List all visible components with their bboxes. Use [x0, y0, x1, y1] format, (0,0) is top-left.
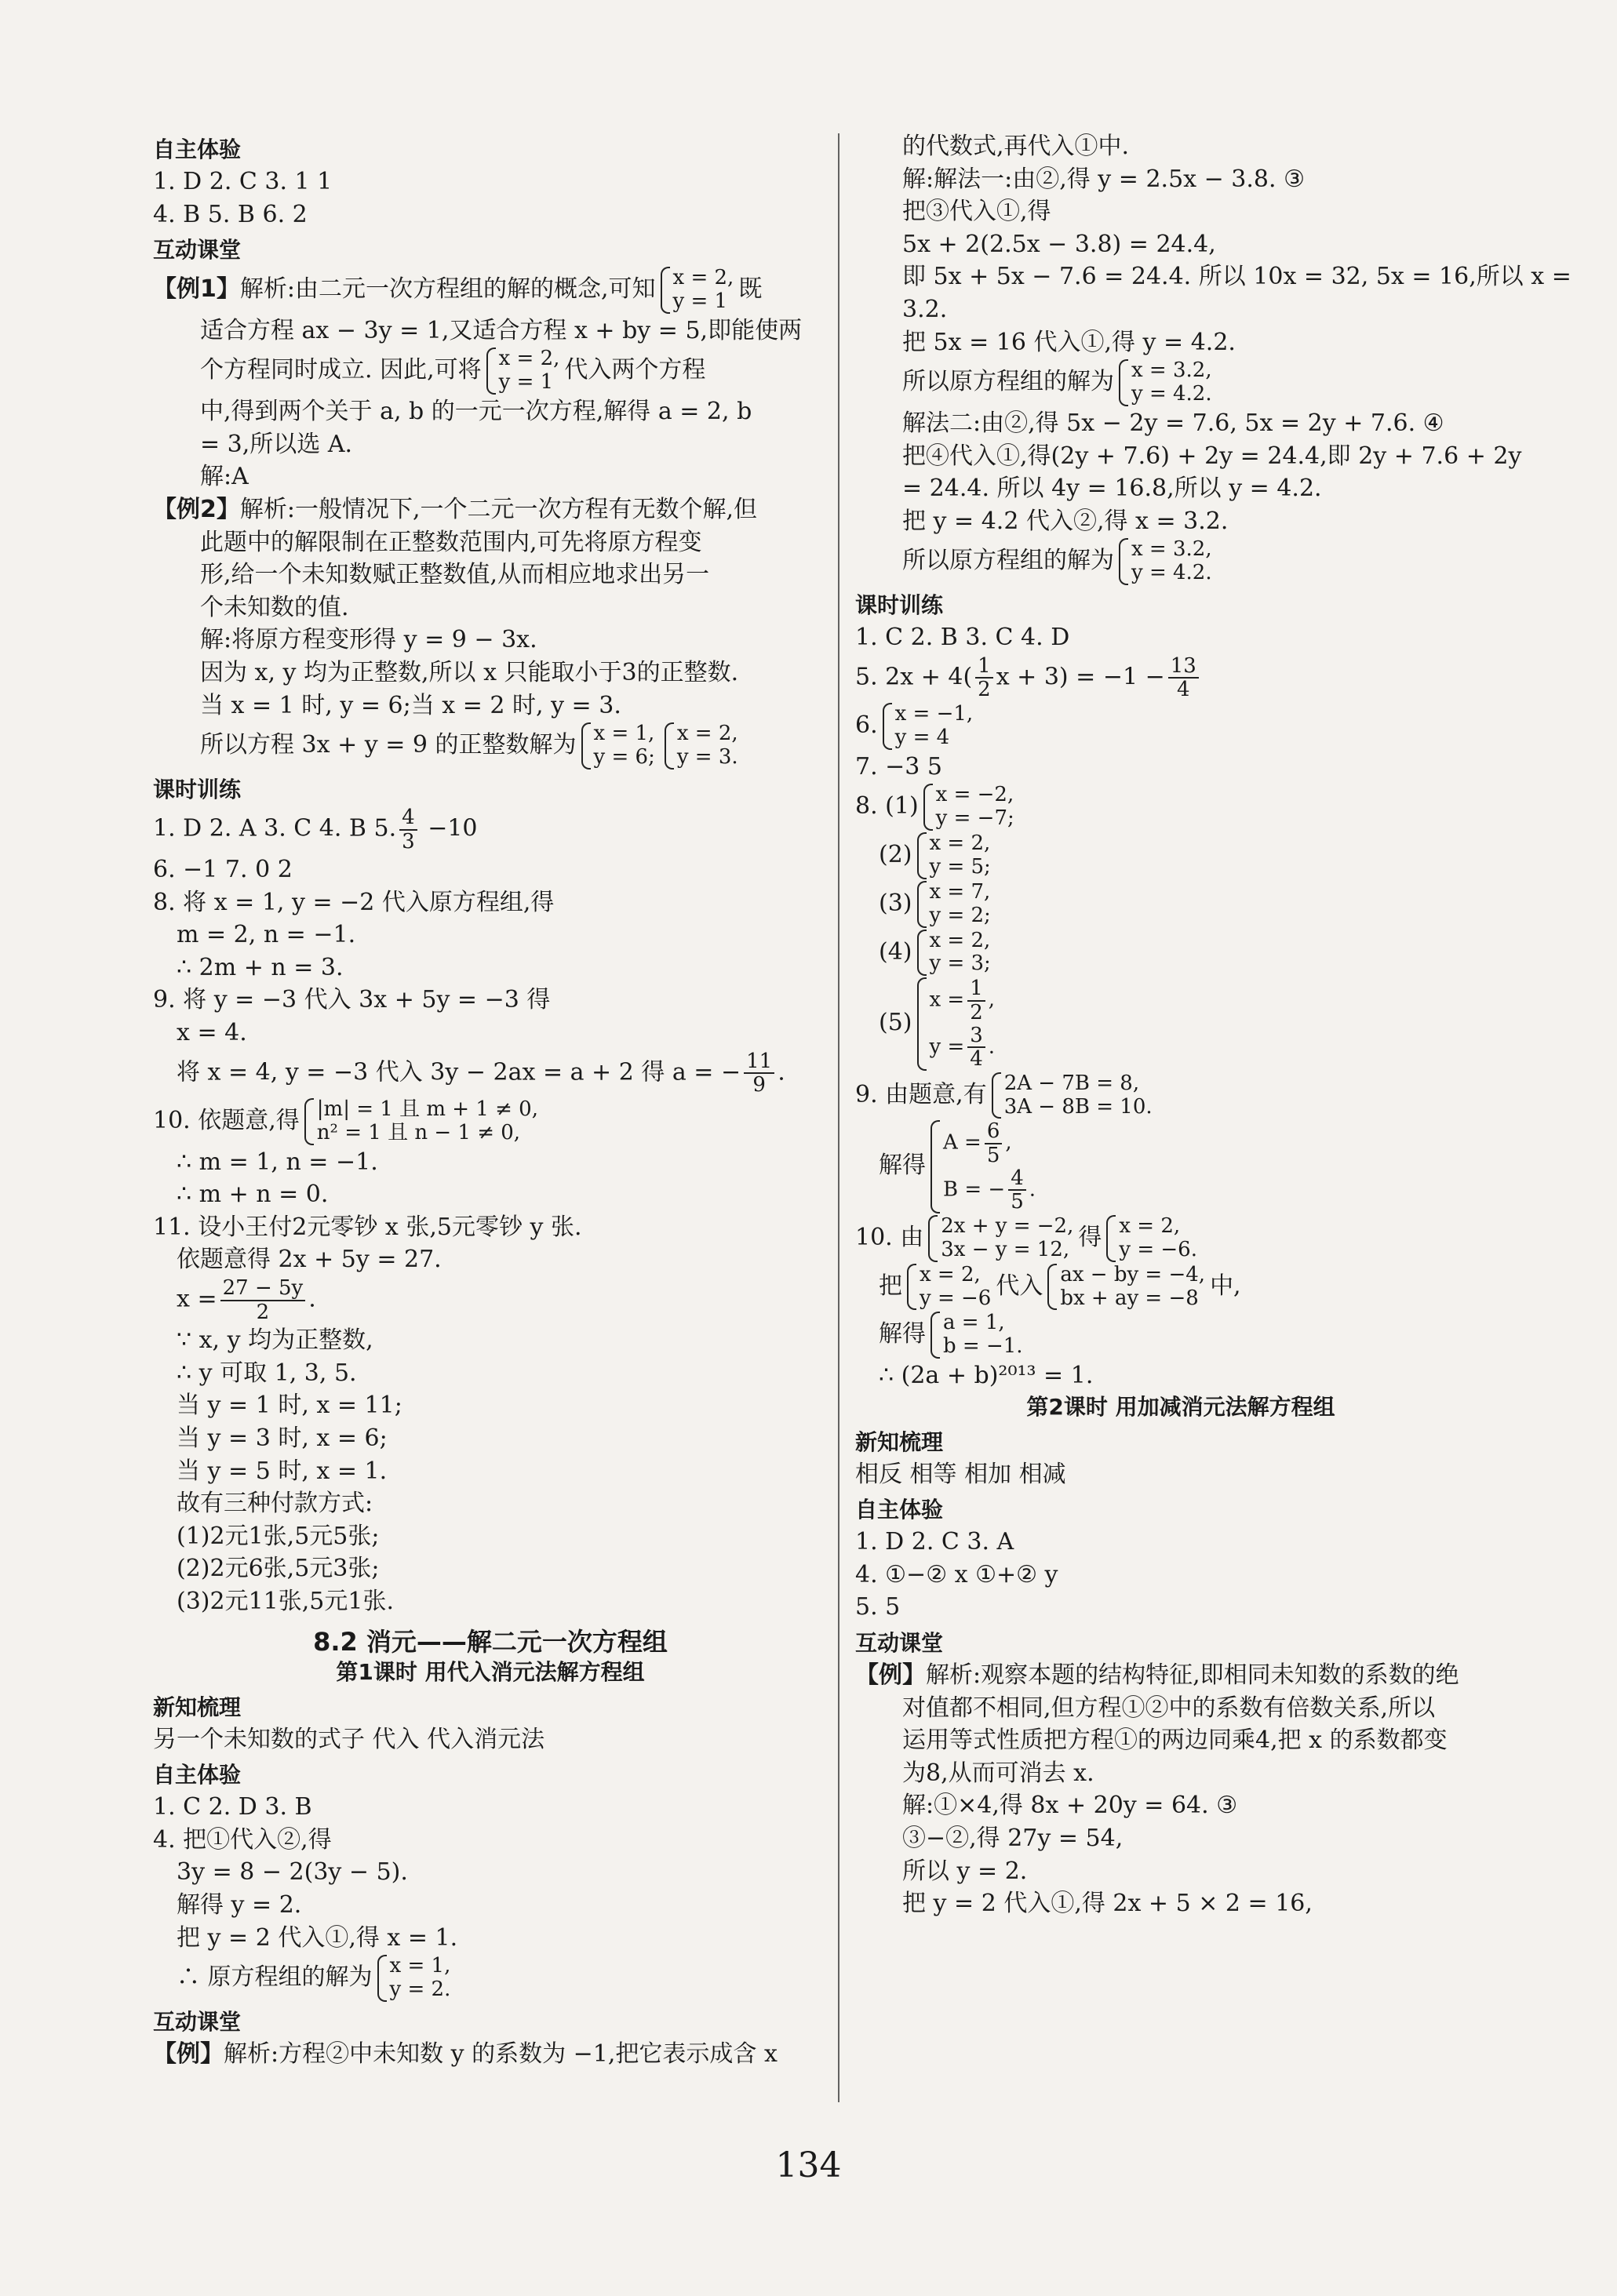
numerator: 27 − 5y [220, 1277, 306, 1301]
numerator: 6 [985, 1120, 1003, 1144]
answer-line: 故有三种付款方式: [177, 1490, 373, 1518]
example-line: 把③代入①,得 [902, 198, 1051, 226]
equation-system [917, 881, 991, 928]
answer-line [855, 881, 1506, 928]
right-column [855, 129, 1571, 1921]
denominator: 2 [970, 1000, 983, 1024]
eq-row: y = 4 [894, 725, 950, 749]
example-line: 把④代入①,得(2y + 7.6) + 2y = 24.4,即 2y + 7.6 + 2y [902, 442, 1522, 470]
fraction [967, 977, 985, 1024]
text: 既 [738, 275, 763, 303]
equation-system [992, 1072, 1153, 1119]
eq-row: x = −1, [894, 701, 974, 726]
answer-line [855, 832, 1506, 879]
answer-line [855, 977, 1506, 1070]
numerator: 13 [1168, 655, 1199, 679]
answer-line: 1. D 2. C 3. 1 1 [153, 167, 333, 195]
answer-line: 相反 相等 相加 相减 [855, 1460, 1066, 1488]
answer-line [153, 1277, 828, 1323]
equation-system [883, 703, 974, 750]
eq-row: y = −6 [920, 1286, 992, 1310]
section-heading: 自主体验 [153, 1762, 242, 1788]
section-heading: 课时训练 [855, 592, 944, 619]
equation-system [931, 1120, 1036, 1213]
example-line: 此题中的解限制在正整数范围内,可先将原方程变 [200, 528, 702, 556]
answer-line [855, 930, 1506, 977]
text: y = [929, 1035, 965, 1059]
example-line: 解:解法一:由②,得 y = 2.5x − 3.8. ③ [902, 165, 1305, 193]
eq-row: x = $\frac{1}{2}$ , [929, 977, 996, 1024]
numerator: 3 [967, 1024, 985, 1049]
example-line: = 3,所以选 A. [200, 430, 353, 458]
answer-line: 当 y = 1 时, x = 11; [177, 1392, 402, 1420]
section-heading: 新知梳理 [855, 1428, 944, 1455]
answer-line: 当 y = 3 时, x = 6; [177, 1424, 388, 1452]
text: 将 x = 4, y = −3 代入 3y − 2ax = a + 2 得 a = − [177, 1058, 741, 1086]
example-line [153, 267, 828, 314]
example-line: 适合方程 ax − 3y = 1,又适合方程 x + by = 5,即能使两 [200, 316, 803, 344]
eq-row: y = 3. [676, 745, 738, 770]
equation-system [1119, 359, 1212, 406]
answer-line: 当 y = 5 时, x = 1. [177, 1457, 388, 1485]
example-line: 把 y = 4.2 代入②,得 x = 3.2. [902, 507, 1229, 535]
fraction [975, 655, 993, 701]
text: (2) [879, 840, 912, 868]
example-line [855, 359, 1506, 406]
eq-row: y = 1 [672, 289, 728, 313]
example-line: 解:A [200, 463, 249, 491]
answer-line: ∴ (2a + b)²⁰¹³ = 1. [879, 1362, 1094, 1390]
eq-row: x = 2, [1119, 1213, 1181, 1238]
eq-row: ax − by = −4, [1060, 1262, 1206, 1286]
denominator: 5 [1011, 1190, 1024, 1214]
denominator: 2 [978, 678, 991, 702]
example-line: 对值都不相同,但方程①②中的系数有倍数关系,所以 [902, 1694, 1436, 1722]
text: 5. 2x + 4( [855, 663, 973, 691]
text: x + 3) = −1 − [996, 663, 1165, 691]
numerator: 4 [399, 806, 417, 831]
equation-system [931, 1312, 1023, 1359]
section-heading: 互动课堂 [153, 237, 242, 264]
text: (5) [879, 1009, 912, 1037]
answer-line: (3)2元11张,5元1张. [177, 1587, 395, 1615]
lesson-title: 第1课时 用代入消元法解方程组 [336, 1658, 645, 1685]
text: 10. 由 [855, 1223, 924, 1251]
denominator: 5 [986, 1144, 1000, 1168]
section-heading: 课时训练 [153, 776, 242, 802]
answer-line: x = 4. [177, 1019, 247, 1047]
text: (4) [879, 937, 912, 966]
eq-row: 3x − y = 12, [941, 1237, 1070, 1261]
eq-row: y = 4.2. [1131, 561, 1212, 585]
equation-system [377, 1955, 451, 2002]
text: x = [929, 988, 965, 1012]
text: 所以原方程组的解为 [902, 368, 1114, 396]
equation-system [304, 1098, 538, 1145]
text: . [778, 1058, 785, 1086]
equation-system [581, 722, 655, 770]
eq-row: x = 2, [929, 928, 991, 952]
example-line: 把 y = 2 代入①,得 2x + 5 × 2 = 16, [902, 1890, 1313, 1918]
fraction [1168, 655, 1199, 701]
answer-line: 9. 将 y = −3 代入 3x + 5y = −3 得 [153, 986, 551, 1014]
text: 9. 由题意,有 [855, 1080, 987, 1108]
text: B = − [943, 1177, 1006, 1202]
left-column [153, 129, 828, 2072]
answer-line [855, 1264, 1506, 1311]
answer-line [855, 1312, 1506, 1359]
eq-row: bx + ay = −8 [1060, 1286, 1199, 1310]
numerator: 1 [967, 977, 985, 1002]
answer-line: (1)2元1张,5元5张; [177, 1522, 380, 1550]
example-line [153, 722, 828, 770]
example-line [153, 494, 828, 526]
example-line: 5x + 2(2.5x − 3.8) = 24.4, [902, 230, 1216, 258]
answer-line: ∴ m + n = 0. [177, 1181, 329, 1209]
eq-row: 2A − 7B = 8, [1003, 1071, 1140, 1095]
eq-row: x = 1, [593, 722, 655, 746]
text: 中, [1210, 1272, 1241, 1300]
example-line: 所以 y = 2. [902, 1857, 1028, 1885]
equation-system [1047, 1264, 1205, 1311]
answer-line [855, 1072, 1506, 1119]
text: 解析:一般情况下,一个二元一次方程有无数个解,但 [239, 496, 758, 524]
answer-line: 6. −1 7. 0 2 [153, 856, 293, 884]
eq-row: x = 7, [929, 879, 991, 904]
answer-line: 5. 5 [855, 1593, 901, 1621]
column-divider [838, 133, 839, 2102]
equation-system [1119, 538, 1212, 585]
text: 解得 [879, 1152, 926, 1180]
text: 解析:由二元一次方程组的解的概念,可知 [239, 275, 656, 303]
eq-row: A = $\frac{6}{5}$ , [943, 1119, 1012, 1168]
answer-line [855, 655, 1506, 701]
equation-system [928, 1215, 1073, 1262]
answer-line: 1. D 2. C 3. A [855, 1528, 1014, 1556]
text: 所以方程 3x + y = 9 的正整数解为 [200, 731, 577, 759]
section-heading: 自主体验 [855, 1497, 944, 1523]
equation-system [917, 832, 991, 879]
eq-row: x = 2, [920, 1262, 981, 1286]
text: 解析:方程②中未知数 y 的系数为 −1,把它表示成含 x [224, 2039, 778, 2068]
answer-line: ∵ x, y 均为正整数, [177, 1326, 373, 1355]
eq-row: y = 6; [593, 745, 655, 770]
answer-line: 8. 将 x = 1, y = −2 代入原方程组,得 [153, 888, 555, 916]
text: ∴ 原方程组的解为 [177, 1963, 373, 1992]
eq-row: y = 2; [929, 903, 991, 927]
fraction [399, 806, 417, 853]
section-heading: 自主体验 [153, 136, 242, 162]
answer-line [153, 806, 828, 853]
example-line: 为8,从而可消去 x. [902, 1759, 1094, 1787]
example-line: 形,给一个未知数赋正整数值,从而相应地求出另一 [200, 561, 710, 589]
denominator: 2 [256, 1300, 270, 1324]
example-tag: 【例】 [855, 1661, 926, 1689]
eq-row: y = $\frac{3}{4}$ . [929, 1023, 996, 1072]
answer-line [153, 1098, 828, 1145]
answer-line: 3y = 8 − 2(3y − 5). [177, 1858, 408, 1887]
denominator: 4 [1177, 678, 1190, 702]
fraction [967, 1024, 985, 1071]
example-line: 把 5x = 16 代入①,得 y = 4.2. [902, 328, 1236, 356]
equation-system [486, 347, 560, 395]
eq-row: y = 5; [929, 854, 991, 879]
example-line [153, 2039, 828, 2070]
text: 解得 [879, 1320, 926, 1348]
eq-row: y = 3; [929, 952, 991, 976]
denominator: 9 [752, 1073, 766, 1097]
example-line [855, 1660, 1506, 1691]
answer-line: 4. B 5. B 6. 2 [153, 200, 308, 228]
example-line: 因为 x, y 均为正整数,所以 x 只能取小于3的正整数. [200, 659, 739, 686]
answer-line: 4. ①−② x ①+② y [855, 1560, 1058, 1588]
example-line: 3.2. [902, 295, 948, 323]
section-title: 8.2 消元——解二元一次方程组 [313, 1626, 668, 1657]
example-line: 即 5x + 5x − 7.6 = 24.4. 所以 10x = 32, 5x = 16,所以 x = [902, 263, 1571, 291]
eq-row: b = −1. [943, 1334, 1023, 1359]
numerator: 11 [744, 1050, 774, 1075]
section-heading: 新知梳理 [153, 1694, 242, 1720]
page-number: 134 [775, 2145, 842, 2185]
text: 代入 [996, 1272, 1043, 1300]
example-line [153, 347, 828, 395]
fraction [744, 1050, 774, 1097]
answer-line: 11. 设小王付2元零钞 x 张,5元零钞 y 张. [153, 1213, 582, 1241]
section-heading: 互动课堂 [855, 1630, 944, 1657]
eq-row: B = − $\frac{4}{5}$ . [943, 1166, 1036, 1214]
answer-line [153, 1050, 828, 1097]
text: 得 [1078, 1223, 1102, 1251]
answer-line: ∴ y 可取 1, 3, 5. [177, 1359, 357, 1387]
eq-row: |m| = 1 且 m + 1 ≠ 0, [316, 1097, 538, 1121]
denominator: 3 [402, 829, 415, 853]
numerator: 4 [1008, 1167, 1026, 1192]
eq-row: 3A − 8B = 10. [1003, 1094, 1153, 1119]
example-line: 中,得到两个关于 a, b 的一元一次方程,解得 a = 2, b [200, 398, 752, 426]
example-line: ③−②,得 27y = 54, [902, 1824, 1124, 1852]
eq-row: x = 2, [498, 347, 560, 371]
text: −10 [420, 814, 478, 842]
fraction [1008, 1167, 1026, 1213]
eq-row: x = 2, [672, 266, 734, 290]
fraction [220, 1277, 306, 1323]
equation-system [661, 267, 734, 314]
eq-row: x = 1, [389, 1954, 451, 1978]
eq-row: x = −2, [935, 783, 1014, 807]
text: 1. D 2. A 3. C 4. B 5. [153, 814, 397, 842]
example-line: 的代数式,再代入①中. [902, 133, 1130, 160]
answer-line [855, 703, 1506, 750]
text: 10. 依题意,得 [153, 1106, 300, 1134]
eq-row: n² = 1 且 n − 1 ≠ 0, [316, 1120, 521, 1144]
answer-line [855, 1120, 1506, 1213]
answer-line: 4. 把①代入②,得 [153, 1825, 332, 1854]
text: x = [177, 1285, 217, 1313]
text: . [308, 1285, 316, 1313]
numerator: 1 [975, 655, 993, 679]
example-tag: 【例2】 [153, 496, 240, 524]
answer-line [153, 1955, 828, 2002]
equation-system [923, 784, 1014, 831]
answer-line: 7. −3 5 [855, 752, 943, 780]
eq-row: 2x + y = −2, [941, 1213, 1074, 1238]
text: 解析:观察本题的结构特征,即相同未知数的系数的绝 [926, 1661, 1459, 1689]
answer-line: ∴ m = 1, n = −1. [177, 1148, 378, 1176]
example-line: 个未知数的值. [200, 593, 349, 621]
answer-line: 解得 y = 2. [177, 1891, 302, 1919]
eq-row: y = 2. [389, 1978, 451, 2002]
answer-line: 1. C 2. D 3. B [153, 1793, 312, 1821]
answer-line: m = 2, n = −1. [177, 921, 356, 949]
eq-row: x = 3.2, [1131, 537, 1212, 562]
example-line: 当 x = 1 时, y = 6;当 x = 2 时, y = 3. [200, 691, 621, 719]
eq-row: x = 3.2, [1131, 358, 1212, 383]
answer-line [855, 784, 1506, 831]
eq-row: y = −6. [1119, 1237, 1197, 1261]
denominator: 4 [970, 1047, 983, 1072]
answer-line: 另一个未知数的式子 代入 代入消元法 [153, 1725, 545, 1753]
example-line: 解:将原方程变形得 y = 9 − 3x. [200, 626, 537, 654]
eq-row: x = 2, [929, 831, 991, 855]
equation-system [1106, 1215, 1197, 1262]
text: 把 [879, 1272, 902, 1300]
answer-line: 把 y = 2 代入①,得 x = 1. [177, 1923, 458, 1952]
example-line [855, 538, 1506, 585]
eq-row: x = 2, [676, 722, 738, 746]
answer-line: ∴ 2m + n = 3. [177, 953, 344, 981]
answer-line: (2)2元6张,5元3张; [177, 1555, 380, 1583]
example-line: = 24.4. 所以 4y = 16.8,所以 y = 4.2. [902, 475, 1322, 503]
answer-line: 1. C 2. B 3. C 4. D [855, 624, 1070, 652]
text: 个方程同时成立. 因此,可将 [200, 356, 482, 384]
example-tag: 【例1】 [153, 275, 240, 303]
text: 所以原方程组的解为 [902, 547, 1114, 575]
equation-system [917, 930, 991, 977]
text: 6. [855, 711, 878, 739]
eq-row: y = −7; [935, 806, 1014, 831]
example-tag: 【例】 [153, 2039, 224, 2068]
equation-system [907, 1264, 991, 1311]
equation-system [665, 722, 738, 770]
equation-system [917, 977, 996, 1070]
text: A = [943, 1131, 981, 1155]
text: (3) [879, 889, 912, 917]
answer-line: 依题意得 2x + 5y = 27. [177, 1246, 442, 1274]
example-line: 解:①×4,得 8x + 20y = 64. ③ [902, 1792, 1238, 1820]
eq-row: y = 4.2. [1131, 382, 1212, 406]
answer-line [855, 1215, 1506, 1262]
section-heading: 互动课堂 [153, 2008, 242, 2035]
example-line: 解法二:由②,得 5x − 2y = 7.6, 5x = 2y + 7.6. ④ [902, 409, 1444, 437]
lesson-title: 第2课时 用加减消元法解方程组 [1026, 1393, 1335, 1420]
eq-row: y = 1 [498, 370, 554, 395]
text: 代入两个方程 [564, 356, 706, 384]
fraction [985, 1120, 1003, 1166]
eq-row: a = 1, [943, 1311, 1005, 1335]
text: 8. (1) [855, 792, 919, 821]
example-line: 运用等式性质把方程①的两边同乘4,把 x 的系数都变 [902, 1727, 1448, 1755]
